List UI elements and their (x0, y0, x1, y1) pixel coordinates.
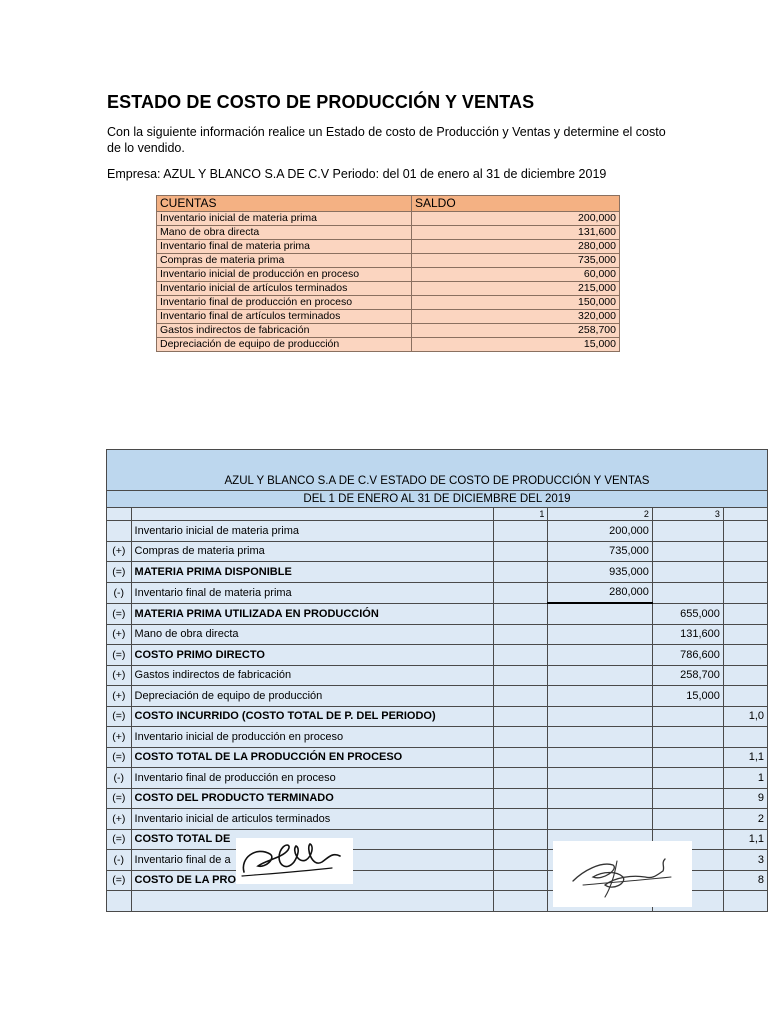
header-saldo: SALDO (412, 196, 620, 212)
row-col4-value (723, 645, 767, 666)
row-col1-value (494, 603, 548, 624)
colnum-blank (131, 508, 494, 521)
row-col4-value (723, 582, 767, 603)
row-col2-value (548, 788, 653, 809)
row-col3-value: 258,700 (652, 665, 723, 686)
account-row (157, 296, 620, 310)
colnum-3: 3 (652, 508, 723, 521)
account-balance: 200,000 (412, 212, 620, 226)
row-col4-value: 3 (723, 850, 767, 871)
row-col4-value (723, 727, 767, 748)
row-concept: Inventario inicial de articulos terminados (131, 809, 494, 830)
header-cuentas: CUENTAS (157, 196, 412, 212)
row-col2-value (548, 727, 653, 748)
account-name: Compras de materia prima (157, 254, 412, 268)
colnum-2: 2 (548, 508, 653, 521)
statement-period: DEL 1 DE ENERO AL 31 DE DICIEMBRE DEL 2019 (107, 491, 768, 508)
statement-row (107, 624, 768, 645)
row-col3-value (652, 747, 723, 768)
row-sign (107, 521, 132, 542)
row-col1-value (494, 768, 548, 789)
row-sign: (=) (107, 603, 132, 624)
row-col2-value (548, 603, 653, 624)
row-col2-value (548, 706, 653, 727)
row-col1-value (494, 665, 548, 686)
instructions-paragraph: Con la siguiente información realice un Estado de costo de Producción y Ventas y determine el costo de lo vendido. (107, 125, 666, 155)
row-col1-value (494, 809, 548, 830)
account-name: Inventario final de producción en proceso (157, 296, 412, 310)
colnum-1: 1 (494, 508, 548, 521)
account-balance: 320,000 (412, 310, 620, 324)
row-col4-value (723, 891, 767, 912)
row-col4-value: 9 (723, 788, 767, 809)
account-row (157, 212, 620, 226)
row-col4-value (723, 603, 767, 624)
row-col1-value (494, 829, 548, 850)
row-col4-value: 1 (723, 768, 767, 789)
row-sign: (-) (107, 582, 132, 603)
row-concept: Gastos indirectos de fabricación (131, 665, 494, 686)
statement-row (107, 747, 768, 768)
row-col3-value (652, 809, 723, 830)
account-balance: 131,600 (412, 226, 620, 240)
statement-title-row (107, 450, 768, 491)
account-row (157, 240, 620, 254)
signature-right (553, 841, 692, 907)
row-sign: (=) (107, 788, 132, 809)
row-col1-value (494, 624, 548, 645)
row-col2-value (548, 768, 653, 789)
row-col3-value (652, 541, 723, 562)
statement-row (107, 768, 768, 789)
account-row (157, 282, 620, 296)
row-col1-value (494, 521, 548, 542)
statement-row (107, 603, 768, 624)
row-col1-value (494, 788, 548, 809)
row-sign: (+) (107, 686, 132, 707)
row-col3-value (652, 521, 723, 542)
row-col2-value (548, 645, 653, 666)
statement-row (107, 809, 768, 830)
row-sign: (+) (107, 541, 132, 562)
handwritten-signature-icon (553, 841, 692, 907)
row-col1-value (494, 747, 548, 768)
statement-period-row (107, 491, 768, 508)
account-balance: 215,000 (412, 282, 620, 296)
account-row (157, 310, 620, 324)
row-sign: (+) (107, 727, 132, 748)
account-balance: 258,700 (412, 324, 620, 338)
account-balance: 150,000 (412, 296, 620, 310)
row-concept: Inventario final de producción en proceso (131, 768, 494, 789)
row-concept: MATERIA PRIMA UTILIZADA EN PRODUCCIÓN (131, 603, 494, 624)
row-concept: COSTO DE LA PRO (131, 870, 494, 891)
row-col3-value: 131,600 (652, 624, 723, 645)
row-concept: Inventario final de materia prima (131, 582, 494, 603)
account-balance: 280,000 (412, 240, 620, 254)
row-col3-value (652, 788, 723, 809)
row-sign: (=) (107, 645, 132, 666)
account-row (157, 324, 620, 338)
row-sign: (=) (107, 747, 132, 768)
colnum-blank (107, 508, 132, 521)
statement-row (107, 788, 768, 809)
row-sign: (+) (107, 665, 132, 686)
row-col1-value (494, 891, 548, 912)
statement-title: AZUL Y BLANCO S.A DE C.V ESTADO DE COSTO DE PRODUCCIÓN Y VENTAS (107, 450, 768, 491)
row-col1-value (494, 562, 548, 583)
statement-row (107, 541, 768, 562)
row-col4-value: 8 (723, 870, 767, 891)
row-col3-value (652, 706, 723, 727)
row-sign: (=) (107, 706, 132, 727)
row-col1-value (494, 541, 548, 562)
account-balance: 15,000 (412, 338, 620, 352)
row-col1-value (494, 582, 548, 603)
row-col1-value (494, 850, 548, 871)
row-col4-value (723, 521, 767, 542)
row-sign: (-) (107, 768, 132, 789)
row-sign: (=) (107, 870, 132, 891)
row-col3-value (652, 562, 723, 583)
account-row (157, 268, 620, 282)
statement-row (107, 706, 768, 727)
row-col4-value (723, 562, 767, 583)
row-col1-value (494, 727, 548, 748)
row-col1-value (494, 645, 548, 666)
row-col2-value: 200,000 (548, 521, 653, 542)
account-name: Mano de obra directa (157, 226, 412, 240)
row-concept: Inventario inicial de materia prima (131, 521, 494, 542)
row-col1-value (494, 870, 548, 891)
row-sign (107, 891, 132, 912)
account-row (157, 226, 620, 240)
row-sign: (-) (107, 850, 132, 871)
account-name: Inventario inicial de artículos terminados (157, 282, 412, 296)
company-period-line: Empresa: AZUL Y BLANCO S.A DE C.V Periodo: del 01 de enero al 31 de diciembre 2019 (107, 167, 607, 181)
row-col2-value (548, 686, 653, 707)
row-concept: COSTO DEL PRODUCTO TERMINADO (131, 788, 494, 809)
row-col2-value (548, 624, 653, 645)
statement-row (107, 645, 768, 666)
row-col4-value (723, 665, 767, 686)
document-title: ESTADO DE COSTO DE PRODUCCIÓN Y VENTAS (107, 92, 535, 112)
row-col4-value: 1,1 (723, 747, 767, 768)
row-col2-value: 735,000 (548, 541, 653, 562)
row-col4-value (723, 624, 767, 645)
statement-row (107, 665, 768, 686)
handwritten-signature-icon (236, 838, 353, 884)
row-concept: COSTO TOTAL DE (131, 829, 494, 850)
row-concept: Depreciación de equipo de producción (131, 686, 494, 707)
statement-row (107, 521, 768, 542)
account-name: Depreciación de equipo de producción (157, 338, 412, 352)
statement-row (107, 727, 768, 748)
colnum-blank (723, 508, 767, 521)
row-sign: (+) (107, 809, 132, 830)
row-col2-value (548, 665, 653, 686)
accounts-table (156, 195, 620, 352)
statement-row (107, 562, 768, 583)
row-col3-value: 655,000 (652, 603, 723, 624)
account-name: Inventario final de materia prima (157, 240, 412, 254)
row-col3-value: 786,600 (652, 645, 723, 666)
row-sign: (=) (107, 829, 132, 850)
row-col2-value (548, 809, 653, 830)
signature-left (236, 838, 353, 884)
row-col4-value: 1,1 (723, 829, 767, 850)
row-col2-value: 280,000 (548, 582, 653, 603)
row-concept: Compras de materia prima (131, 541, 494, 562)
row-col4-value: 1,0 (723, 706, 767, 727)
row-col4-value (723, 686, 767, 707)
account-balance: 735,000 (412, 254, 620, 268)
statement-row (107, 582, 768, 603)
row-col2-value (548, 747, 653, 768)
row-sign: (+) (107, 624, 132, 645)
accounts-header-row (157, 196, 620, 212)
row-col3-value: 15,000 (652, 686, 723, 707)
row-col2-value: 935,000 (548, 562, 653, 583)
row-concept: MATERIA PRIMA DISPONIBLE (131, 562, 494, 583)
statement-row (107, 686, 768, 707)
account-row (157, 338, 620, 352)
account-name: Inventario final de artículos terminados (157, 310, 412, 324)
row-concept (131, 891, 494, 912)
account-name: Inventario inicial de materia prima (157, 212, 412, 226)
row-col1-value (494, 706, 548, 727)
row-concept: COSTO TOTAL DE LA PRODUCCIÓN EN PROCESO (131, 747, 494, 768)
row-concept: Mano de obra directa (131, 624, 494, 645)
row-col3-value (652, 582, 723, 603)
account-row (157, 254, 620, 268)
row-sign: (=) (107, 562, 132, 583)
row-col1-value (494, 686, 548, 707)
row-col3-value (652, 768, 723, 789)
row-concept: Inventario inicial de producción en proceso (131, 727, 494, 748)
row-col3-value (652, 727, 723, 748)
row-concept: Inventario final de a (131, 850, 494, 871)
row-concept: COSTO INCURRIDO (COSTO TOTAL DE P. DEL PERIODO) (131, 706, 494, 727)
row-col4-value (723, 541, 767, 562)
account-name: Gastos indirectos de fabricación (157, 324, 412, 338)
row-col4-value: 2 (723, 809, 767, 830)
row-concept: COSTO PRIMO DIRECTO (131, 645, 494, 666)
account-name: Inventario inicial de producción en proceso (157, 268, 412, 282)
account-balance: 60,000 (412, 268, 620, 282)
column-number-row (107, 508, 768, 521)
